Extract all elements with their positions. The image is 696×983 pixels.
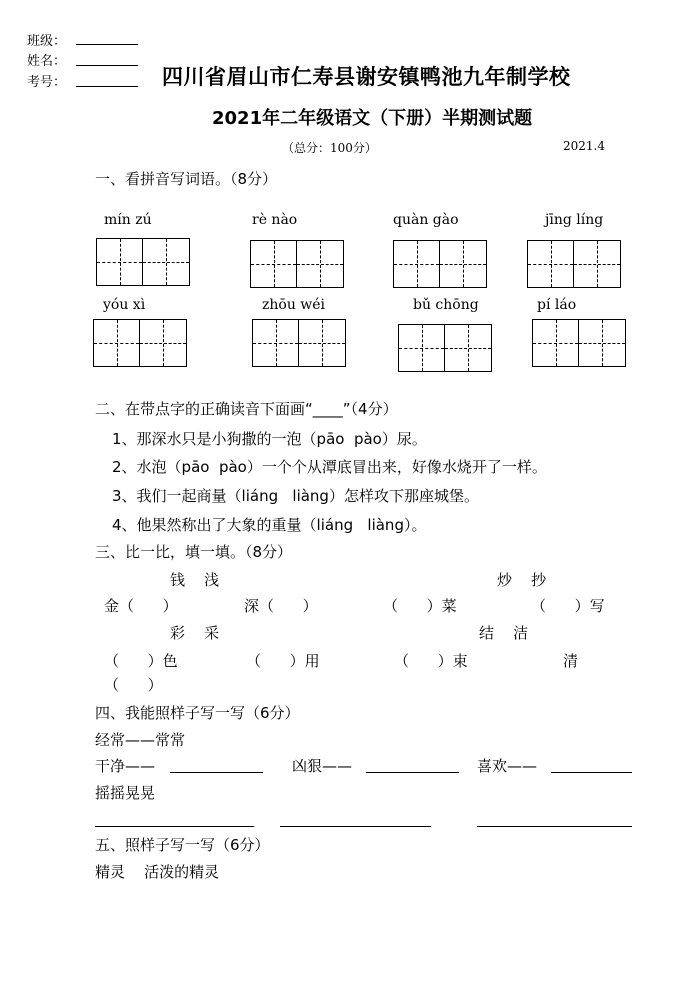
section4-answer-5[interactable] [280,810,431,827]
tianzige-3[interactable] [393,240,487,288]
pinyin-1: mín zú [104,212,152,228]
pinyin-5: yóu xì [103,297,146,313]
section2-title: 二、在带点字的正确读音下面画“____”（4分） [95,400,398,418]
tianzige-4[interactable] [527,240,621,288]
exam-title: 2021年二年级语文（下册）半期测试题 [212,108,533,129]
fill-6: （ ）用 [246,652,320,670]
pair3-chars: 彩 采 [170,624,220,642]
pinyin-4: jīng líng [545,212,604,228]
section4-example: 经常——常常 [95,731,186,749]
pair2-chars: 炒 抄 [497,571,547,589]
total-score: （总分：100分） [282,141,377,155]
tianzige-8[interactable] [532,319,626,367]
section4-q2: 凶狠—— [292,757,353,775]
section4-answer-2[interactable] [366,756,459,773]
section4-title: 四、我能照样子写一写（6分） [95,704,300,722]
section3-title: 三、比一比，填一填。（8分） [95,543,293,561]
section5-title: 五、照样子写一写（6分） [95,836,270,854]
fill-5: （ ）色 [104,652,178,670]
exam-date: 2021.4 [563,139,605,153]
section4-answer-4[interactable] [95,810,254,827]
section4-q4: 摇摇晃晃 [95,784,156,802]
section4-q1: 干净—— [95,757,156,775]
section4-q3: 喜欢—— [477,757,538,775]
pinyin-6: zhōu wéi [262,297,326,313]
fill-2: 深（ ） [244,597,318,615]
tianzige-5[interactable] [93,319,187,367]
tianzige-6[interactable] [252,319,346,367]
pair4-chars: 结 洁 [479,624,529,642]
section2-item-3: 3、我们一起商量（liáng liàng）怎样攻下那座城堡。 [112,487,479,505]
fill-4: （ ）写 [531,597,605,615]
exam-no-blank[interactable] [76,72,138,87]
section5-example: 精灵 活泼的精灵 [95,863,220,881]
section2-item-1: 1、那深水只是小狗撒的一泡（pāo pào）尿。 [112,430,427,448]
fill-1: 金（ ） [104,597,178,615]
section4-answer-1[interactable] [170,756,263,773]
pinyin-3: quàn gào [393,212,459,228]
school-name: 四川省眉山市仁寿县谢安镇鸭池九年制学校 [162,65,571,89]
class-blank[interactable] [76,30,138,45]
fill-7: （ ）束 [394,652,468,670]
name-label: 姓名： [27,54,67,69]
tianzige-2[interactable] [250,240,344,288]
class-label: 班级： [27,34,67,49]
pinyin-8: pí láo [537,297,577,313]
pinyin-7: bǔ chōng [413,297,479,313]
fill-9: （ ） [104,676,163,694]
section2-item-4: 4、他果然称出了大象的重量（liáng liàng）。 [112,516,427,534]
exam-no-label: 考号： [27,75,67,90]
section2-item-2: 2、水泡（pāo pào）一个个从潭底冒出来，好像水烧开了一样。 [112,458,547,476]
fill-3: （ ）菜 [383,597,457,615]
pair1-chars: 钱 浅 [170,571,220,589]
pinyin-2: rè nào [252,212,298,228]
fill-8: 清 [563,652,579,670]
name-blank[interactable] [76,51,138,66]
section1-title: 一、看拼音写词语。（8分） [95,170,278,188]
section4-answer-6[interactable] [477,810,632,827]
tianzige-1[interactable] [96,238,190,286]
tianzige-7[interactable] [398,324,492,372]
section4-answer-3[interactable] [551,756,632,773]
